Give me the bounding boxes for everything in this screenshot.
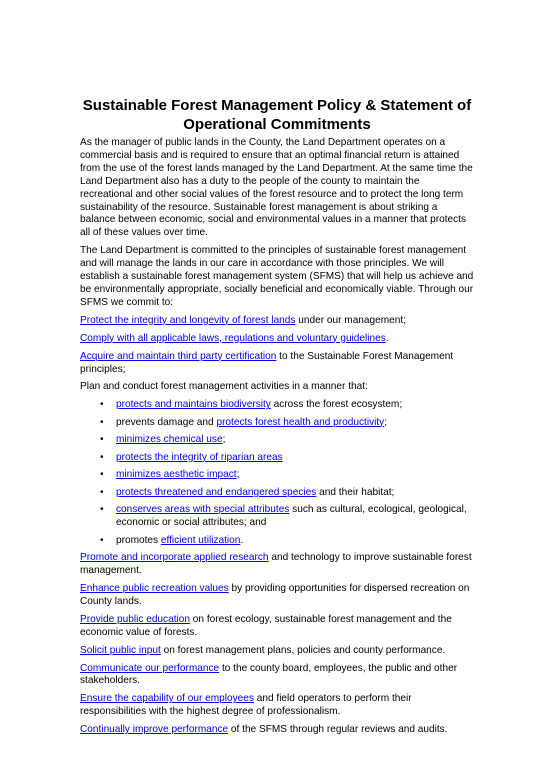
bullet-icon: • bbox=[100, 434, 104, 446]
commitment-link[interactable]: Communicate our performance bbox=[80, 662, 220, 674]
commitment-item: Acquire and maintain third party certification to the Sustainable Forest Management principles; bbox=[80, 350, 454, 375]
commitment-link[interactable]: Promote and incorporate applied research bbox=[80, 552, 269, 564]
practice-link[interactable]: conserves areas with special attributes bbox=[116, 504, 290, 516]
practice-link[interactable]: protects threatened and endangered species bbox=[116, 486, 317, 498]
practice-link[interactable]: protects and maintains biodiversity bbox=[116, 399, 271, 411]
bullet-icon: • bbox=[100, 504, 104, 516]
commitment-link[interactable]: Solicit public input bbox=[80, 644, 161, 656]
commitment-link[interactable]: Protect the integrity and longevity of forest lands bbox=[80, 314, 296, 326]
commitment-link[interactable]: Comply with all applicable laws, regulations and voluntary guidelines bbox=[80, 332, 386, 344]
commitment-link[interactable]: Acquire and maintain third party certification bbox=[80, 350, 277, 362]
list-item: • prevents damage and protects forest health and productivity; bbox=[100, 416, 388, 428]
commitment-link[interactable]: Ensure the capability of our employees bbox=[80, 693, 254, 705]
bullet-icon: • bbox=[100, 534, 104, 546]
practice-link[interactable]: minimizes chemical use bbox=[116, 434, 223, 446]
commitment-item: Protect the integrity and longevity of forest lands under our management; bbox=[80, 314, 407, 326]
list-item: • protects and maintains biodiversity across the forest ecosystem; bbox=[100, 399, 403, 411]
intro-paragraph: As the manager of public lands in the County, the Land Department operates on a commercial basis and is required to ensure that an optimal financial return is attained from the use of the forest lands managed by the Land Department. At the same time the Land Department also has a duty to the people of the county to maintain the recreational and other social values of the forest resource and to protect the long term sustainability of the resource. Sustainable forest management is about striking a balance between economic, social and environmental values in a manner that protects all of these values over time. bbox=[80, 137, 473, 239]
commitment-link[interactable]: Continually improve performance bbox=[80, 724, 229, 736]
bullet-icon: • bbox=[100, 486, 104, 498]
practices-list bbox=[80, 399, 474, 547]
bullet-icon: • bbox=[100, 399, 104, 411]
commitment-item: Ensure the capability of our employees and field operators to perform their responsibilities with the highest degree of professionalism. bbox=[80, 693, 412, 718]
commitment-item: Solicit public input on forest management plans, policies and county performance. bbox=[80, 644, 446, 656]
commitment-item: Continually improve performance of the SFMS through regular reviews and audits. bbox=[80, 724, 448, 736]
practice-link[interactable]: minimizes aesthetic impact bbox=[116, 469, 237, 481]
list-item: • minimizes chemical use; bbox=[100, 434, 226, 446]
list-item bbox=[100, 452, 474, 465]
commitment-link[interactable]: Provide public education bbox=[80, 613, 190, 625]
bullet-icon: • bbox=[100, 416, 104, 428]
commitment-link[interactable]: Enhance public recreation values bbox=[80, 583, 229, 595]
commitment-item: Comply with all applicable laws, regulations and voluntary guidelines. bbox=[80, 332, 389, 344]
bullet-icon: • bbox=[100, 451, 104, 463]
commitment-paragraph: The Land Department is committed to the principles of sustainable forest management and will manage the lands in our care in accordance with those principles. We will establish a sustainable forest management system (SFMS) that will help us achieve and be environmentally appropriate, socially beneficial and economically viable. Through our SFMS we commit to: bbox=[80, 245, 474, 308]
list-item: • minimizes aesthetic impact; bbox=[100, 469, 240, 481]
plan-intro: Plan and conduct forest management activities in a manner that: bbox=[80, 381, 368, 393]
list-item: • protects threatened and endangered species and their habitat; bbox=[100, 486, 395, 498]
practice-link[interactable]: efficient utilization bbox=[160, 534, 241, 546]
list-item: • promotes efficient utilization. bbox=[100, 534, 244, 546]
list-item: • conserves areas with special attributes such as cultural, ecological, geological, economic or social attributes; and bbox=[100, 504, 467, 529]
document-title: Sustainable Forest Management Policy & Statement of Operational Commitments bbox=[82, 97, 472, 133]
practice-link[interactable]: protects forest health and productivity bbox=[216, 416, 385, 428]
practice-link[interactable]: protects the integrity of riparian areas bbox=[116, 451, 283, 463]
commitment-item: Communicate our performance to the county board, employees, the public and other stakeholders. bbox=[80, 662, 458, 687]
bullet-icon: • bbox=[100, 469, 104, 481]
document-page bbox=[80, 96, 474, 742]
commitment-item: Provide public education on forest ecology, sustainable forest management and the economic value of forests. bbox=[80, 613, 452, 638]
commitment-item: Promote and incorporate applied research and technology to improve sustainable forest management. bbox=[80, 552, 472, 577]
commitment-item: Enhance public recreation values by providing opportunities for dispersed recreation on County lands. bbox=[80, 583, 470, 607]
